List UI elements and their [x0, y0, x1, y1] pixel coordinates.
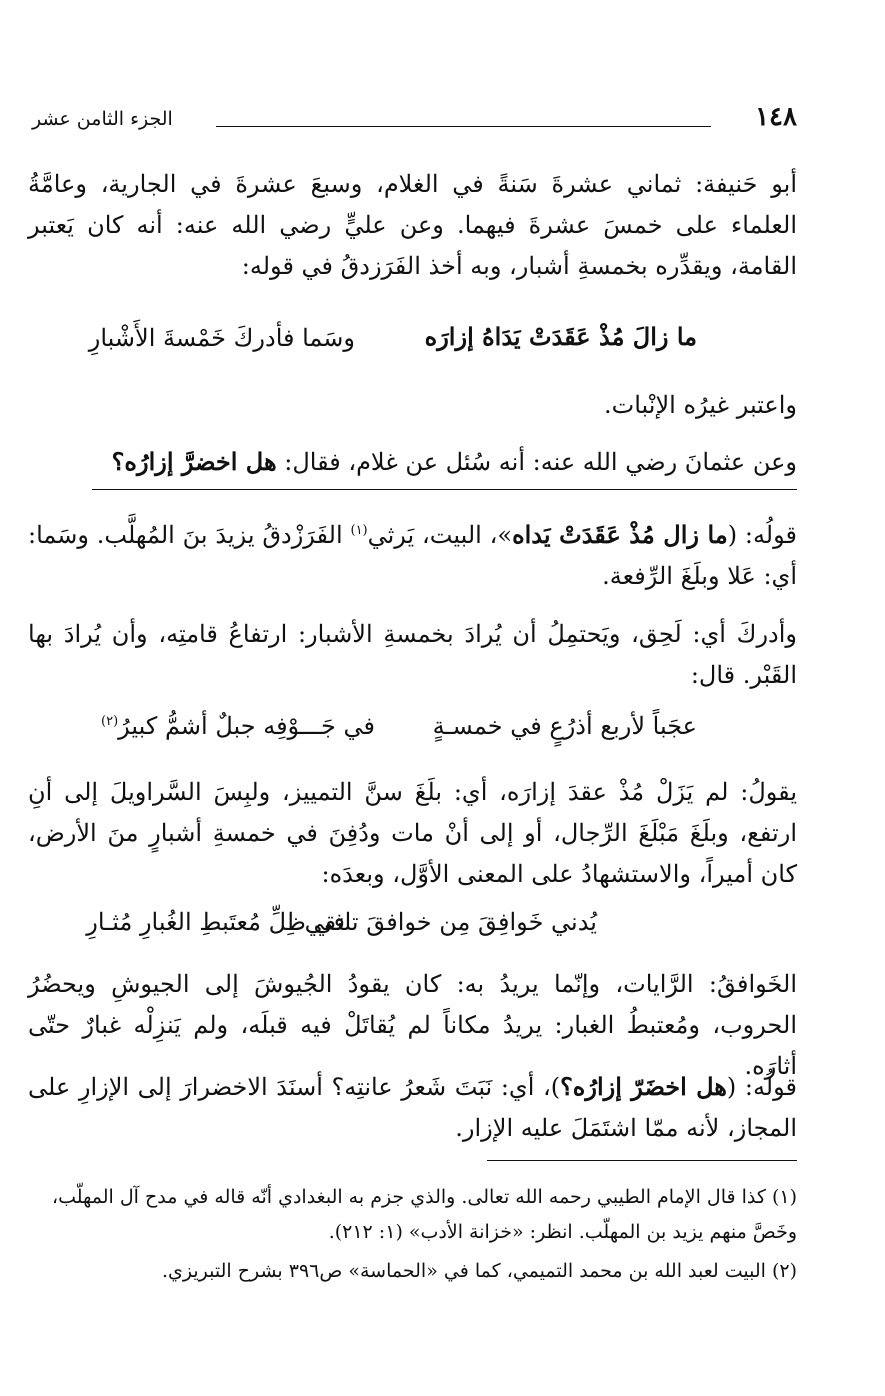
c5-end: )، أي: نَبَتَ شَعرُ عانتِه؟ أسنَدَ الاخضرارَ إلى الإزارِ على المجاز، لأنه ممّا اشتَمَلَ عليه الإزار. [28, 1073, 797, 1142]
c1-end: الفَرَزْدقُ يزيدَ بنَ المُهلَّب. وسَما: أي: عَلا وبلَغَ الرِّفعة. [28, 521, 797, 590]
commentary-paragraph-1 [28, 510, 797, 597]
p3-text: وعن عثمانَ رضي الله عنه: أنه سُئل عن غلام، فقال: [276, 448, 797, 476]
footnote-1: (١) كذا قال الإمام الطيبي رحمه الله تعالى. والذي جزم به البغدادي أنّه قاله في مدح آل المهلّب، وخَصَّ منهم يزيد بن المهلّب. انظر: «خزانة الأدب» (١: ٢١٢). [51, 1186, 797, 1243]
page-header [0, 100, 885, 136]
footnote-rule [487, 1160, 797, 1161]
verse1-second-hemistich: وسَما فأدركَ خَمْسةَ الأَشْبارِ [88, 324, 355, 352]
verse2-first-hemistich: عجَباً لأربع أذرُعٍ في خمسـةٍ [432, 712, 697, 740]
verse3-second-hemistich: في ظِلِّ مُعتَبطِ الغُبارِ مُثـارِ [86, 908, 345, 936]
footnote-ref-1: (١) [350, 523, 368, 538]
footnote-ref-2: (٢) [101, 714, 119, 729]
footnote-2: (٢) البيت لعبد الله بن محمد التميمي، كما في «الحماسة» ص٣٩٦ بشرح التبريزي. [161, 1260, 797, 1282]
header-rule [216, 126, 711, 127]
part-title: الجزء الثامن عشر [32, 108, 173, 130]
verse2-text: في جَـــوْفِه جبلٌ أشمُّ كبيرُ [118, 712, 375, 740]
c1-bold-quote: ما زال مُذْ عَقَدَتْ يَداه [512, 520, 728, 549]
verse3-first-hemistich: يُدني خَوافِقَ مِن خوافقَ تلتقي [304, 908, 597, 936]
p3-bold-quote: هل اخضرَّ إزارُه؟ [111, 447, 277, 476]
main-paragraph-3 [28, 441, 797, 483]
page-number: ١٤٨ [755, 102, 797, 132]
c5-start: قولُه: ( [726, 1073, 797, 1101]
main-paragraph-2: واعتبر غيرُه الإنْبات. [604, 391, 797, 419]
commentary-paragraph-5 [28, 1066, 797, 1149]
commentary-paragraph-4: الخَوافقُ: الرَّايات، وإنّما يريدُ به: كان يقودُ الجُيوشَ إلى الجيوشِ ويحضُرُ الحروب، ومُعتبطُ الغبار: يريدُ مكاناً لم يُقاتَلْ فيه قبلَه، ولم يَنزِلْه غبارٌ حتّى أثارَه. [28, 970, 797, 1080]
verse1-first-hemistich: ما زالَ مُذْ عَقَدَتْ يَدَاهُ إزارَه [424, 322, 697, 351]
commentary-paragraph-2: وأدركَ أي: لَحِق، ويَحتمِلُ أن يُرادَ بخمسةِ الأشبار: ارتفاعُ قامتِه، وأن يُرادَ بها القَبْر. قال: [28, 620, 797, 689]
c5-bold-quote: هل اخضَرّ إزارُه؟ [560, 1072, 727, 1101]
main-paragraph-1: أبو حَنيفة: ثماني عشرةَ سَنةً في الغلام، وسبعَ عشرةَ في الجارية، وعامَّةُ العلماء على خمسَ عشرةَ فيهما. وعن عليٍّ رضي الله عنه: أنه كان يَعتبر القامة، ويقدِّره بخمسةِ أشبار، وبه أخذ الفَرَزدقُ في قوله: [28, 170, 797, 280]
commentary-paragraph-3: يقولُ: لم يَزَلْ مُذْ عقدَ إزارَه، أي: بلَغَ سنَّ التمييز، ولبِسَ السَّراويلَ إلى أنِ ارتفع، وبلَغَ مَبْلَغَ الرِّجال، أو إلى أنْ مات ودُفِنَ في خمسةِ أشبارٍ منَ الأرض، كان أميراً، والاستشهادُ على المعنى الأوَّل، وبعدَه: [28, 778, 797, 888]
c1-middle: »، البيت، يَرثي [367, 521, 513, 549]
c1-start: قولُه: ( [727, 521, 797, 549]
verse2-second-hemistich [101, 712, 375, 740]
commentary-divider [92, 489, 797, 490]
